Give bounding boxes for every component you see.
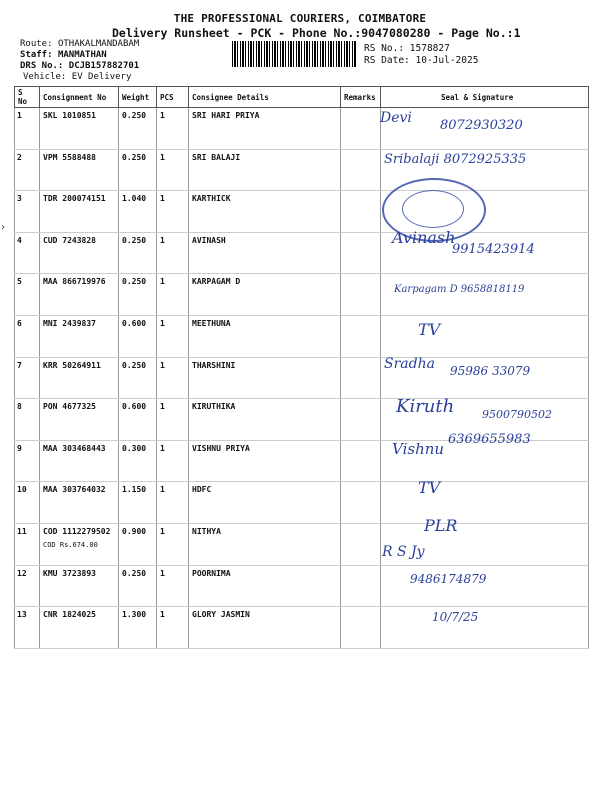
consignment-no: KMU 3723893 <box>40 565 119 607</box>
route-line: Route: OTHAKALMANDABAM <box>20 39 140 49</box>
signature <box>381 315 589 357</box>
weight: 0.250 <box>119 274 157 316</box>
col-weight: Weight <box>119 87 157 108</box>
seal-stamp-inner <box>402 190 464 228</box>
consignee: MEETHUNA <box>189 315 341 357</box>
signature-7b: 95986 33079 <box>450 364 531 378</box>
weight: 1.040 <box>119 191 157 233</box>
table-row <box>15 607 589 649</box>
pcs: 1 <box>157 274 189 316</box>
col-sno: S No <box>15 87 40 108</box>
remarks <box>341 440 381 482</box>
remarks <box>341 108 381 150</box>
remarks <box>341 565 381 607</box>
table-row <box>15 482 589 524</box>
consignee: GLORY JASMIN <box>189 607 341 649</box>
table-row <box>15 523 589 565</box>
signature-12: R S Jy <box>382 544 425 560</box>
weight: 0.250 <box>119 232 157 274</box>
consignment-no: MNI 2439837 <box>40 315 119 357</box>
signature-13a: 9486174879 <box>410 572 487 586</box>
remarks <box>341 232 381 274</box>
signature-1a: Devi <box>380 110 412 126</box>
weight: 0.250 <box>119 149 157 191</box>
col-remarks: Remarks <box>341 87 381 108</box>
weight: 0.250 <box>119 357 157 399</box>
rs-number: RS No.: 1578827 <box>364 43 450 54</box>
consignee: NITHYA <box>189 523 341 565</box>
pcs: 1 <box>157 232 189 274</box>
col-pcs: PCS <box>157 87 189 108</box>
remarks <box>341 523 381 565</box>
col-signature: Seal & Signature <box>381 87 589 108</box>
signature-2: Sribalaji 8072925335 <box>384 152 527 167</box>
company-title: THE PROFESSIONAL COURIERS, COIMBATORE <box>173 12 427 25</box>
sno: 6 <box>15 315 40 357</box>
remarks <box>341 274 381 316</box>
pcs: 1 <box>157 357 189 399</box>
signature-10: TV <box>418 478 441 497</box>
consignment-no: CNR 1824025 <box>40 607 119 649</box>
consignment-no: MAA 303764032 <box>40 482 119 524</box>
pcs: 1 <box>157 108 189 150</box>
weight: 0.250 <box>119 565 157 607</box>
signature-4b: 9915423914 <box>452 242 535 257</box>
pcs: 1 <box>157 523 189 565</box>
remarks <box>341 482 381 524</box>
col-consignment: Consignment No <box>40 87 119 108</box>
remarks <box>341 607 381 649</box>
consignee: THARSHINI <box>189 357 341 399</box>
signature-6: TV <box>418 320 441 339</box>
signature-8b: 9500790502 <box>482 408 552 421</box>
sno: 8 <box>15 399 40 441</box>
table-row <box>15 565 589 607</box>
pcs: 1 <box>157 315 189 357</box>
consignee: KIRUTHIKA <box>189 399 341 441</box>
weight: 1.150 <box>119 482 157 524</box>
sno: 13 <box>15 607 40 649</box>
sno: 7 <box>15 357 40 399</box>
pcs: 1 <box>157 149 189 191</box>
table-row <box>15 315 589 357</box>
sno: 5 <box>15 274 40 316</box>
consignment-no: SKL 1010851 <box>40 108 119 150</box>
consignee: SRI HARI PRIYA <box>189 108 341 150</box>
consignment-no: COD 1112279502 COD Rs.674.00 <box>40 523 119 565</box>
remarks <box>341 149 381 191</box>
weight: 1.300 <box>119 607 157 649</box>
weight: 0.600 <box>119 315 157 357</box>
sno: 3 <box>15 191 40 233</box>
consignee: AVINASH <box>189 232 341 274</box>
rs-date: RS Date: 10-Jul-2025 <box>364 55 479 66</box>
margin-mark: › <box>0 222 7 233</box>
weight: 0.300 <box>119 440 157 482</box>
signature-1b: 8072930320 <box>440 118 523 133</box>
pcs: 1 <box>157 565 189 607</box>
pcs: 1 <box>157 482 189 524</box>
remarks <box>341 399 381 441</box>
consignee: POORNIMA <box>189 565 341 607</box>
table-header <box>15 87 589 108</box>
sno: 9 <box>15 440 40 482</box>
sno: 10 <box>15 482 40 524</box>
vehicle-line: Vehicle: EV Delivery <box>23 72 132 82</box>
consignee: KARPAGAM D <box>189 274 341 316</box>
weight: 0.250 <box>119 108 157 150</box>
sno: 4 <box>15 232 40 274</box>
signature-7a: Sradha <box>384 356 435 372</box>
signature-13b: 10/7/25 <box>432 610 479 624</box>
consignment-no: PON 4677325 <box>40 399 119 441</box>
pcs: 1 <box>157 440 189 482</box>
sno: 2 <box>15 149 40 191</box>
weight: 0.600 <box>119 399 157 441</box>
sno: 11 <box>15 523 40 565</box>
consignment-no: CUD 7243828 <box>40 232 119 274</box>
drs-line: DRS No.: DCJB157882701 <box>20 61 140 71</box>
consignment-no: MAA 866719976 <box>40 274 119 316</box>
signature-4a: Avinash <box>392 228 456 247</box>
sno: 1 <box>15 108 40 150</box>
consignment-no: KRR 50264911 <box>40 357 119 399</box>
signature-8a: Kiruth <box>396 396 455 417</box>
consignee: VISHNU PRIYA <box>189 440 341 482</box>
consignee: KARTHICK <box>189 191 341 233</box>
signature-9b: 6369655983 <box>448 432 531 447</box>
pcs: 1 <box>157 399 189 441</box>
consignment-no: TDR 200074151 <box>40 191 119 233</box>
consignment-no: MAA 303468443 <box>40 440 119 482</box>
remarks <box>341 315 381 357</box>
signature <box>381 607 589 649</box>
pcs: 1 <box>157 191 189 233</box>
consignee: SRI BALAJI <box>189 149 341 191</box>
consignee: HDFC <box>189 482 341 524</box>
runsheet-title: Delivery Runsheet - PCK - Phone No.:9047080280 - Page No.:1 <box>112 26 521 40</box>
col-consignee: Consignee Details <box>189 87 341 108</box>
weight: 0.900 <box>119 523 157 565</box>
pcs: 1 <box>157 607 189 649</box>
cod-amount: COD Rs.674.00 <box>43 540 98 549</box>
sno: 12 <box>15 565 40 607</box>
remarks <box>341 191 381 233</box>
staff-line: Staff: MANMATHAN <box>20 50 107 60</box>
signature-11: PLR <box>424 516 458 535</box>
table-row <box>15 191 589 233</box>
barcode <box>232 41 357 67</box>
signature-9a: Vishnu <box>392 440 445 458</box>
remarks <box>341 357 381 399</box>
signature-5: Karpagam D 9658818119 <box>394 284 525 295</box>
signature <box>381 482 589 524</box>
consignment-no: VPM 5588488 <box>40 149 119 191</box>
